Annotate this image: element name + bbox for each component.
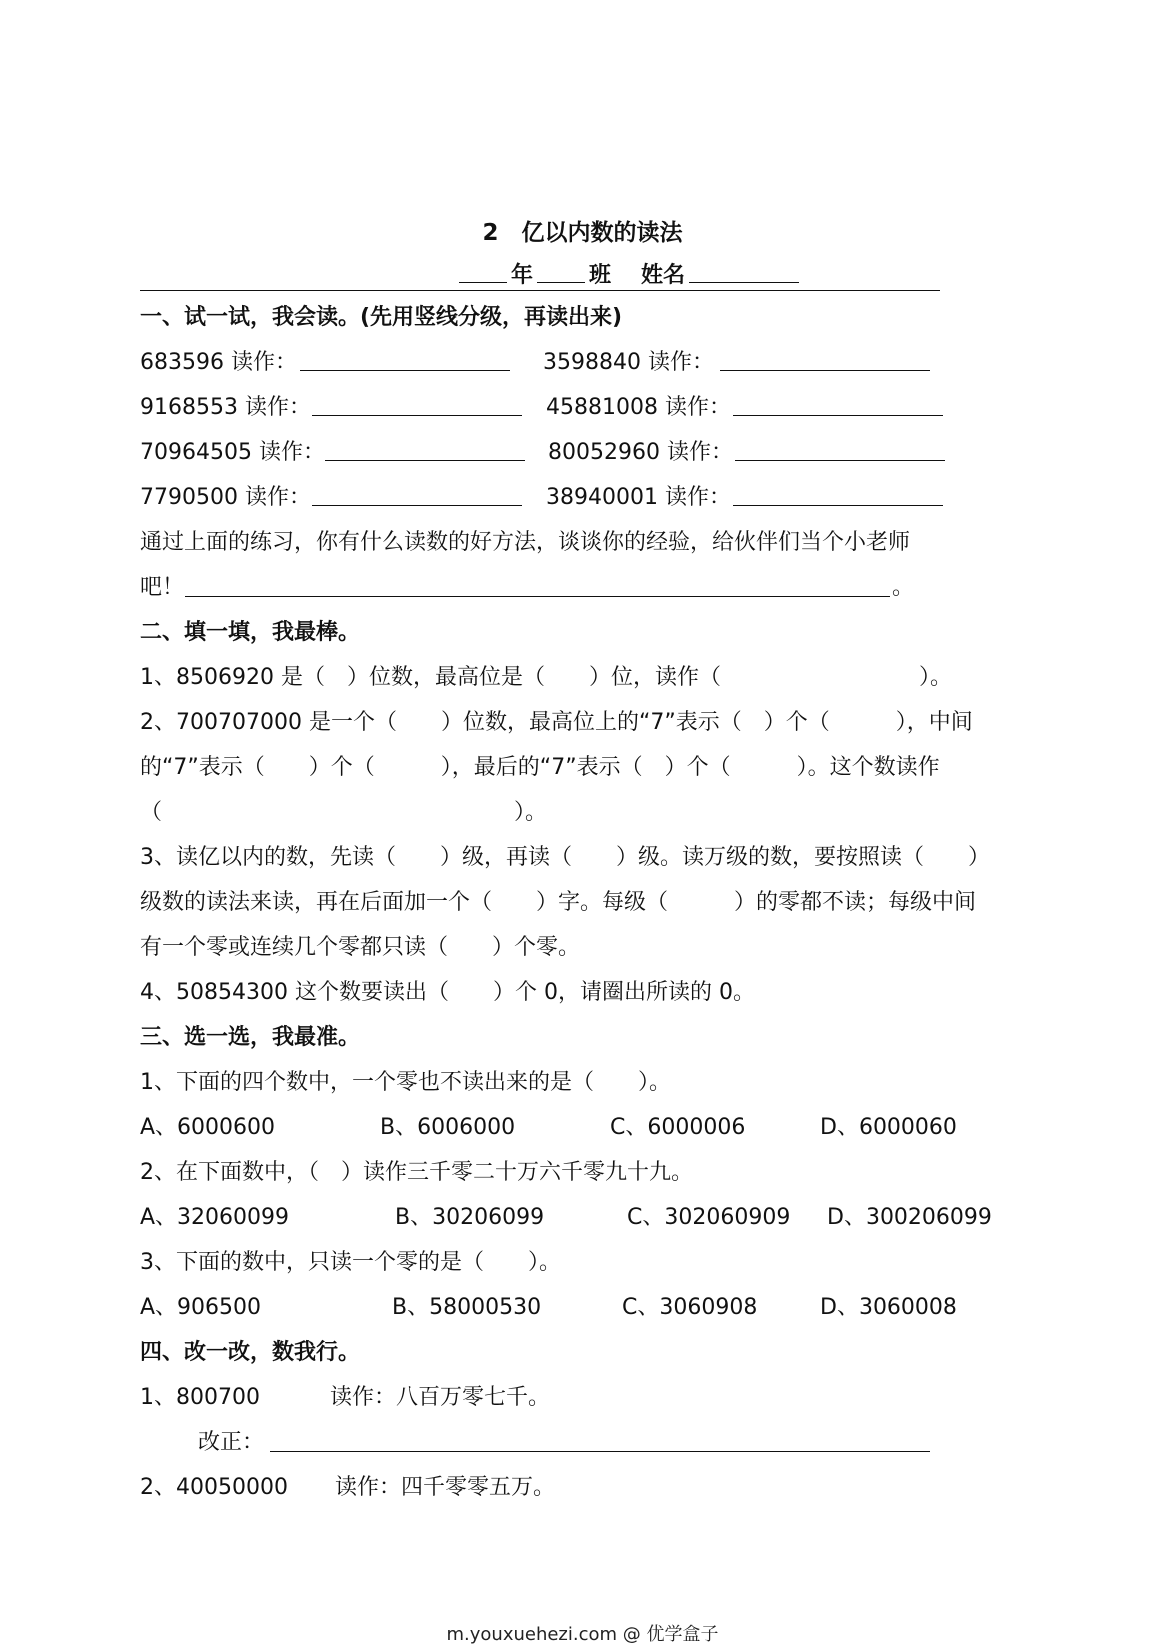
choice-q1-option-a[interactable]: A、6000600	[140, 1115, 276, 1140]
class-blank[interactable]	[537, 281, 585, 283]
correction-blank[interactable]	[270, 1451, 930, 1452]
section1-heading: 一、试一试，我会读。(先用竖线分级，再读出来)	[140, 305, 623, 330]
answer-blank-7[interactable]	[312, 505, 522, 506]
fill-q1: 1、8506920 是（ ）位数，最高位是（ ）位，读作（ ）。	[140, 665, 952, 690]
read-item-3: 9168553 读作：	[140, 395, 311, 420]
choice-q2-option-b[interactable]: B、30206099	[395, 1205, 545, 1230]
tip-answer-blank[interactable]	[185, 596, 890, 597]
choice-q2: 2、在下面数中，（ ）读作三千零二十万六千零九十九。	[140, 1160, 693, 1185]
year-blank[interactable]	[459, 281, 507, 283]
choice-q3: 3、下面的数中，只读一个零的是（ ）。	[140, 1250, 561, 1275]
choice-q3-option-b[interactable]: B、58000530	[392, 1295, 542, 1320]
choice-q1-option-d[interactable]: D、6000060	[820, 1115, 957, 1140]
answer-blank-1[interactable]	[300, 370, 510, 371]
fill-q3-line3: 有一个零或连续几个零都只读（ ）个零。	[140, 935, 581, 960]
answer-blank-8[interactable]	[733, 505, 943, 506]
fill-q2-line3: （ ）。	[140, 800, 548, 825]
read-item-4: 45881008 读作：	[546, 395, 731, 420]
answer-blank-3[interactable]	[312, 415, 522, 416]
page-title: 2 亿以内数的读法	[482, 220, 683, 246]
choice-q2-option-d[interactable]: D、300206099	[827, 1205, 992, 1230]
tip-line-1: 通过上面的练习，你有什么读数的好方法，谈谈你的经验，给伙伴们当个小老师	[140, 530, 911, 555]
correct-q1-reading: 读作：八百万零七千。	[330, 1385, 551, 1410]
correct-q2-reading: 读作：四千零零五万。	[335, 1475, 556, 1500]
year-label: 年	[511, 263, 534, 288]
section4-heading: 四、改一改，数我行。	[140, 1340, 361, 1365]
choice-q1-option-c[interactable]: C、6000006	[610, 1115, 746, 1140]
read-item-2: 3598840 读作：	[543, 350, 714, 375]
read-item-7: 7790500 读作：	[140, 485, 311, 510]
read-item-1: 683596 读作：	[140, 350, 297, 375]
student-info	[455, 258, 803, 289]
correct-q2-number: 2、40050000	[140, 1475, 288, 1500]
fill-q4: 4、50854300 这个数要读出（ ）个 0，请圈出所读的 0。	[140, 980, 755, 1005]
read-item-6: 80052960 读作：	[548, 440, 733, 465]
fill-q2-line1: 2、700707000 是一个（ ）位数，最高位上的“7”表示（ ）个（ ），中间	[140, 710, 973, 735]
choice-q3-option-a[interactable]: A、906500	[140, 1295, 262, 1320]
choice-q3-option-d[interactable]: D、3060008	[820, 1295, 957, 1320]
footer-watermark: m.youxuehezi.com @ 优学盒子	[446, 1624, 719, 1645]
header-divider	[140, 290, 940, 291]
section2-heading: 二、填一填，我最棒。	[140, 620, 361, 645]
answer-blank-2[interactable]	[720, 370, 930, 371]
name-blank[interactable]	[689, 281, 799, 283]
tip-end: 。	[892, 575, 915, 600]
correction-label: 改正：	[198, 1430, 265, 1455]
choice-q1: 1、下面的四个数中，一个零也不读出来的是（ ）。	[140, 1070, 671, 1095]
choice-q2-option-c[interactable]: C、302060909	[627, 1205, 791, 1230]
fill-q2-line2: 的“7”表示（ ）个（ ），最后的“7”表示（ ）个（ ）。这个数读作	[140, 755, 940, 780]
correct-q1-number: 1、800700	[140, 1385, 260, 1410]
fill-q3-line1: 3、读亿以内的数，先读（ ）级，再读（ ）级。读万级的数，要按照读（ ）	[140, 845, 990, 870]
answer-blank-4[interactable]	[733, 415, 943, 416]
name-label: 姓名	[641, 263, 686, 288]
tip-line-2: 吧！	[140, 575, 185, 600]
choice-q1-option-b[interactable]: B、6006000	[380, 1115, 516, 1140]
read-item-5: 70964505 读作：	[140, 440, 325, 465]
choice-q3-option-c[interactable]: C、3060908	[622, 1295, 758, 1320]
answer-blank-5[interactable]	[325, 460, 525, 461]
class-label: 班	[589, 263, 612, 288]
answer-blank-6[interactable]	[735, 460, 945, 461]
section3-heading: 三、选一选，我最准。	[140, 1025, 361, 1050]
choice-q2-option-a[interactable]: A、32060099	[140, 1205, 290, 1230]
read-item-8: 38940001 读作：	[546, 485, 731, 510]
fill-q3-line2: 级数的读法来读，再在后面加一个（ ）字。每级（ ）的零都不读；每级中间	[140, 890, 977, 915]
